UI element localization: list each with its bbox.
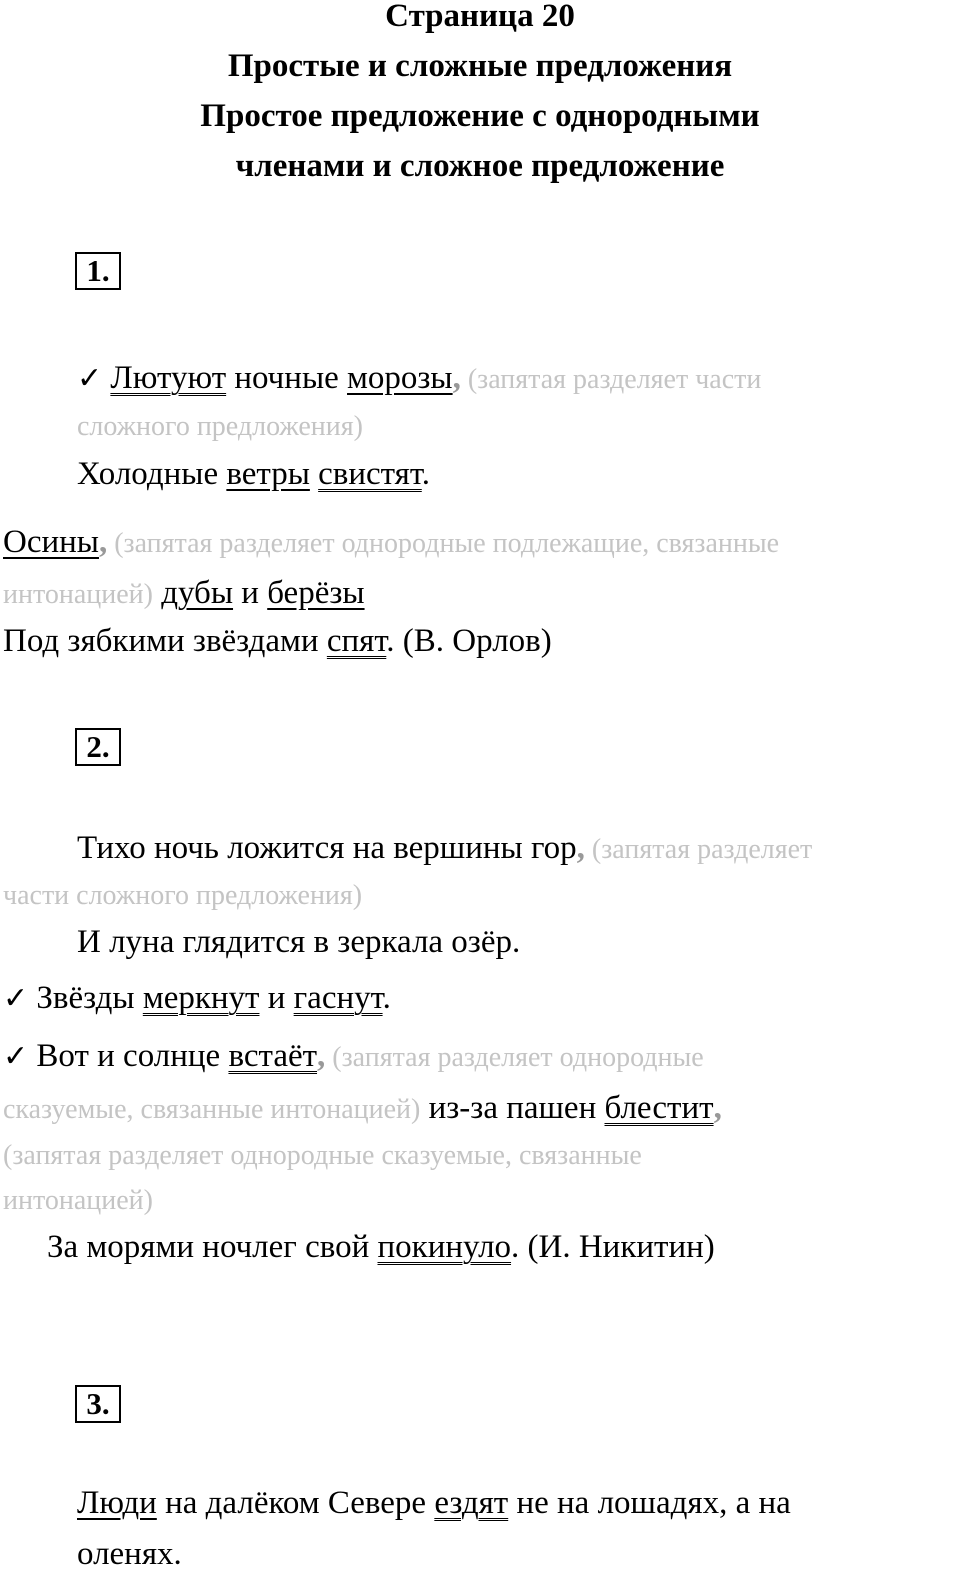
page-title: Страница 20 [385, 0, 575, 34]
subject: Осины [3, 524, 99, 560]
predicate: покинуло [377, 1229, 512, 1265]
comma: , [98, 524, 108, 560]
ex2-line-5 [3, 1088, 722, 1130]
text: Холодные [77, 456, 227, 492]
topic-title: Простые и сложные предложения [227, 48, 733, 84]
ex2-line-3 [3, 978, 391, 1019]
annotation: (запятая разделяет части [460, 364, 762, 395]
predicate: гаснут [293, 980, 383, 1016]
text: не на лошадях, а на [508, 1485, 791, 1521]
comma: , [452, 360, 461, 396]
text: на далёком Севере [156, 1485, 435, 1521]
subject: дубы [161, 575, 234, 611]
ex1-line-1 [77, 358, 761, 400]
text: Под зябкими звёздами [3, 623, 327, 659]
checkmark-icon: ✓ [77, 361, 103, 396]
ex3-line-2: оленях. [77, 1536, 182, 1572]
text: . (И. Никитин) [511, 1229, 715, 1265]
exercise-1-number: 1. [75, 252, 121, 290]
annotation: сказуемые, связанные интонацией) [3, 1094, 421, 1125]
subject: берёзы [267, 575, 365, 611]
period: . [382, 980, 391, 1016]
space [310, 456, 318, 492]
annotation: (запятая разделяет однородные [325, 1042, 704, 1073]
ex1-line-4 [3, 573, 365, 615]
comma: , [317, 1038, 326, 1074]
text: из-за пашен [420, 1090, 605, 1126]
ex2-line-4 [3, 1036, 704, 1078]
predicate: свистят [318, 456, 422, 492]
subtopic-title-line1: Простое предложение с однородными [200, 98, 760, 134]
ex1-annotation-line: сложного предложения) [77, 411, 363, 442]
ex1-line-5 [3, 621, 552, 661]
subtopic-title-line2: членами и сложное предложение [235, 148, 725, 184]
ex2-annotation-line: части сложного предложения) [3, 880, 363, 911]
checkmark-icon: ✓ [3, 981, 29, 1016]
subject: ветры [226, 456, 310, 492]
exercise-2-number: 2. [75, 728, 121, 766]
ex2-annotation-line-2: (запятая разделяет однородные сказуемые, связанные [3, 1140, 642, 1171]
predicate: спят [326, 623, 387, 659]
annotation: (запятая разделяет однородные подлежащие, связанные [107, 528, 780, 559]
text: За морями ночлег свой [47, 1229, 378, 1265]
period: . [421, 456, 431, 492]
exercise-3-number: 3. [75, 1385, 121, 1423]
checkmark-icon: ✓ [3, 1039, 29, 1074]
predicate: меркнут [142, 980, 260, 1016]
predicate: Лютуют [110, 360, 227, 396]
ex2-line-2: И луна глядится в зеркала озёр. [77, 924, 521, 960]
text: Тихо ночь ложится на вершины гор [77, 830, 577, 866]
subject: морозы [347, 360, 453, 396]
ex1-line-3 [3, 522, 779, 564]
space [153, 575, 161, 611]
ex1-line-2 [77, 454, 430, 494]
text: Звёзды [28, 980, 143, 1016]
ex2-annotation-line-3: интонацией) [3, 1185, 153, 1216]
predicate: встаёт [228, 1038, 318, 1074]
ex2-line-1 [77, 828, 812, 870]
comma: , [576, 830, 585, 866]
ex3-line-1 [77, 1483, 791, 1523]
text: Вот и солнце [28, 1038, 229, 1074]
comma: , [713, 1090, 722, 1126]
conjunction: и [233, 575, 268, 611]
text: ночные [226, 360, 348, 396]
text: . (В. Орлов) [386, 623, 552, 659]
ex2-line-6 [47, 1227, 715, 1267]
subject: Люди [77, 1485, 157, 1521]
predicate: блестит [604, 1090, 714, 1126]
conjunction: и [259, 980, 294, 1016]
predicate: ездят [434, 1485, 509, 1521]
annotation: (запятая разделяет [584, 834, 813, 865]
annotation: интонацией) [3, 579, 153, 610]
